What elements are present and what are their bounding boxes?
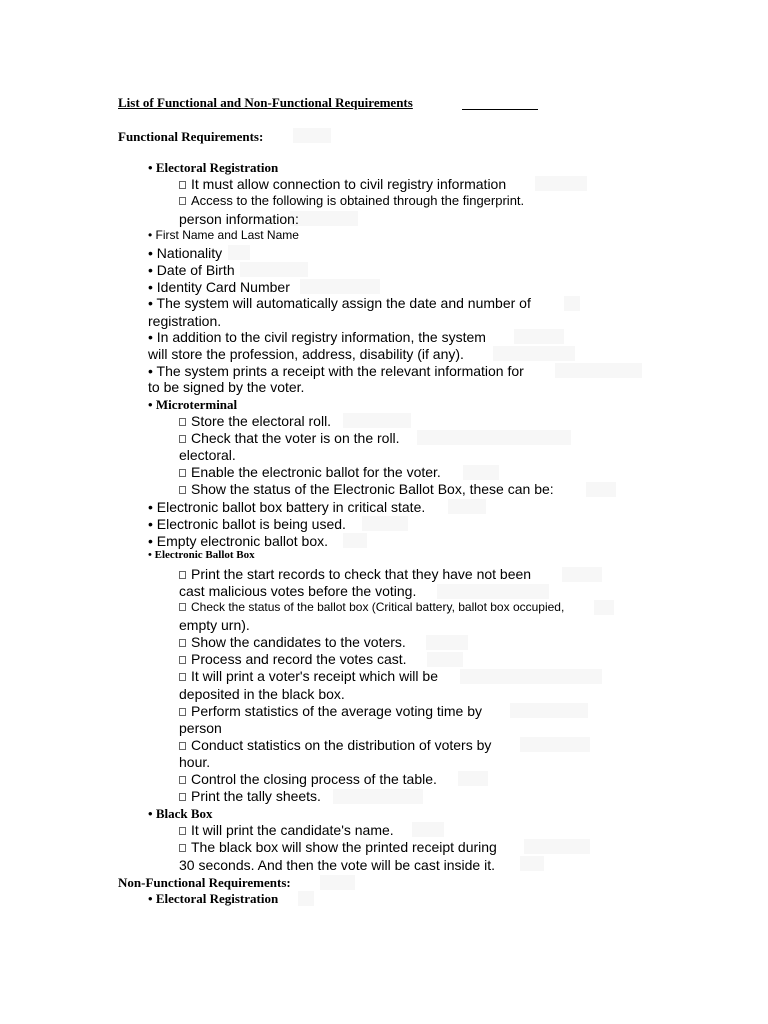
shade — [293, 128, 331, 143]
checkbox-glyph-icon — [179, 639, 186, 647]
list-item-continuation: hour. — [179, 754, 211, 770]
list-item: Access to the following is obtained through the fingerprint. — [179, 194, 524, 207]
list-item-continuation: person information: — [179, 211, 299, 227]
checkbox-glyph-icon — [179, 673, 186, 681]
field-item: • First Name and Last Name — [148, 228, 299, 242]
section-heading-nf-electoral-registration — [148, 892, 278, 905]
shade — [240, 262, 308, 277]
shade — [514, 329, 564, 344]
shade — [427, 652, 463, 667]
section-title: Electoral Registration — [155, 891, 279, 906]
checkbox-glyph-icon — [179, 571, 186, 579]
section-title: Electoral Registration — [155, 160, 279, 175]
checkbox-glyph-icon — [179, 603, 186, 611]
checkbox-glyph-icon — [179, 486, 186, 494]
list-item: Control the closing process of the table. — [179, 772, 437, 786]
state-item: • Electronic ballot box battery in critical state. — [148, 499, 426, 515]
checkbox-glyph-icon — [179, 469, 186, 477]
title-underline-extension — [462, 109, 538, 110]
list-item-continuation: 30 seconds. And then the vote will be cast inside it. — [179, 857, 495, 873]
note-continuation: to be signed by the voter. — [148, 379, 305, 395]
shade — [535, 176, 587, 191]
state-item: • Empty electronic ballot box. — [148, 533, 328, 549]
list-item-continuation: electoral. — [179, 447, 236, 463]
shade — [300, 279, 380, 294]
list-item: It must allow connection to civil registry information — [179, 177, 506, 191]
section-heading-black-box — [148, 807, 213, 820]
state-item: • Electronic ballot is being used. — [148, 516, 346, 532]
field-item: • Nationality — [148, 245, 223, 261]
functional-requirements-heading: Functional Requirements: — [118, 129, 264, 144]
shade — [463, 465, 499, 480]
list-item: Conduct statistics on the distribution of voters by — [179, 738, 491, 752]
checkbox-glyph-icon — [179, 181, 186, 189]
list-item-continuation: empty urn). — [179, 617, 250, 633]
checkbox-glyph-icon — [179, 435, 186, 443]
shade — [520, 856, 544, 871]
shade — [564, 296, 580, 311]
shade — [320, 875, 355, 890]
shade — [362, 516, 408, 531]
shade — [493, 346, 575, 361]
checkbox-glyph-icon — [179, 708, 186, 716]
shade — [333, 789, 423, 804]
list-item-continuation: cast malicious votes before the voting. — [179, 583, 417, 599]
list-item: It will print the candidate's name. — [179, 823, 394, 837]
shade — [555, 363, 642, 378]
checkbox-glyph-icon — [179, 793, 186, 801]
bullet: • — [148, 397, 153, 412]
nonfunctional-requirements-heading: Non-Functional Requirements: — [118, 875, 291, 890]
shade — [458, 771, 488, 786]
document-title: List of Functional and Non-Functional Requirements — [118, 95, 413, 110]
shade — [520, 737, 590, 752]
checkbox-glyph-icon — [179, 742, 186, 750]
note-continuation: registration. — [148, 313, 222, 329]
checkbox-glyph-icon — [179, 827, 186, 835]
shade — [290, 211, 358, 226]
shade — [586, 482, 616, 497]
section-heading-electronic-ballot-box — [148, 550, 255, 561]
list-item: Check the status of the ballot box (Critical battery, ballot box occupied, — [179, 601, 564, 613]
list-item: Enable the electronic ballot for the voter. — [179, 465, 441, 479]
section-title: Microterminal — [155, 397, 238, 412]
list-item: Show the status of the Electronic Ballot Box, these can be: — [179, 482, 554, 496]
list-item: Show the candidates to the voters. — [179, 635, 406, 649]
list-item: Perform statistics of the average voting time by — [179, 704, 482, 718]
shade — [594, 600, 614, 615]
shade — [437, 584, 549, 599]
shade — [298, 891, 314, 906]
shade — [426, 635, 468, 650]
note-item: • The system will automatically assign the date and number of — [148, 295, 531, 311]
checkbox-glyph-icon — [179, 656, 186, 664]
shade — [228, 245, 250, 260]
list-item-continuation: person — [179, 720, 222, 736]
shade — [417, 430, 571, 445]
note-item: • The system prints a receipt with the relevant information for — [148, 363, 524, 379]
field-item: • Identity Card Number — [148, 279, 290, 295]
section-heading-electoral-registration — [148, 161, 278, 174]
shade — [343, 413, 411, 428]
shade — [343, 533, 367, 548]
note-item: • In addition to the civil registry information, the system — [148, 329, 486, 345]
shade — [448, 499, 486, 514]
bullet: • — [148, 549, 152, 561]
list-item: Print the tally sheets. — [179, 789, 321, 803]
shade — [412, 822, 444, 837]
field-item: • Date of Birth — [148, 262, 235, 278]
checkbox-glyph-icon — [179, 776, 186, 784]
list-item: Store the electoral roll. — [179, 414, 331, 428]
shade — [460, 669, 602, 684]
shade — [510, 703, 588, 718]
note-continuation: will store the profession, address, disability (if any). — [148, 346, 464, 362]
checkbox-glyph-icon — [179, 844, 186, 852]
list-item: Process and record the votes cast. — [179, 652, 407, 666]
bullet: • — [148, 160, 153, 175]
section-title: Black Box — [155, 806, 213, 821]
list-item: Print the start records to check that they have not been — [179, 567, 531, 581]
checkbox-glyph-icon — [179, 197, 186, 205]
list-item-continuation: deposited in the black box. — [179, 686, 345, 702]
shade — [524, 839, 590, 854]
section-title: Electronic Ballot Box — [154, 549, 255, 561]
list-item: The black box will show the printed receipt during — [179, 840, 497, 854]
bullet: • — [148, 891, 153, 906]
checkbox-glyph-icon — [179, 418, 186, 426]
section-heading-microterminal — [148, 398, 237, 411]
shade — [562, 567, 602, 582]
list-item: Check that the voter is on the roll. — [179, 431, 400, 445]
list-item: It will print a voter's receipt which will be — [179, 669, 438, 683]
bullet: • — [148, 806, 153, 821]
